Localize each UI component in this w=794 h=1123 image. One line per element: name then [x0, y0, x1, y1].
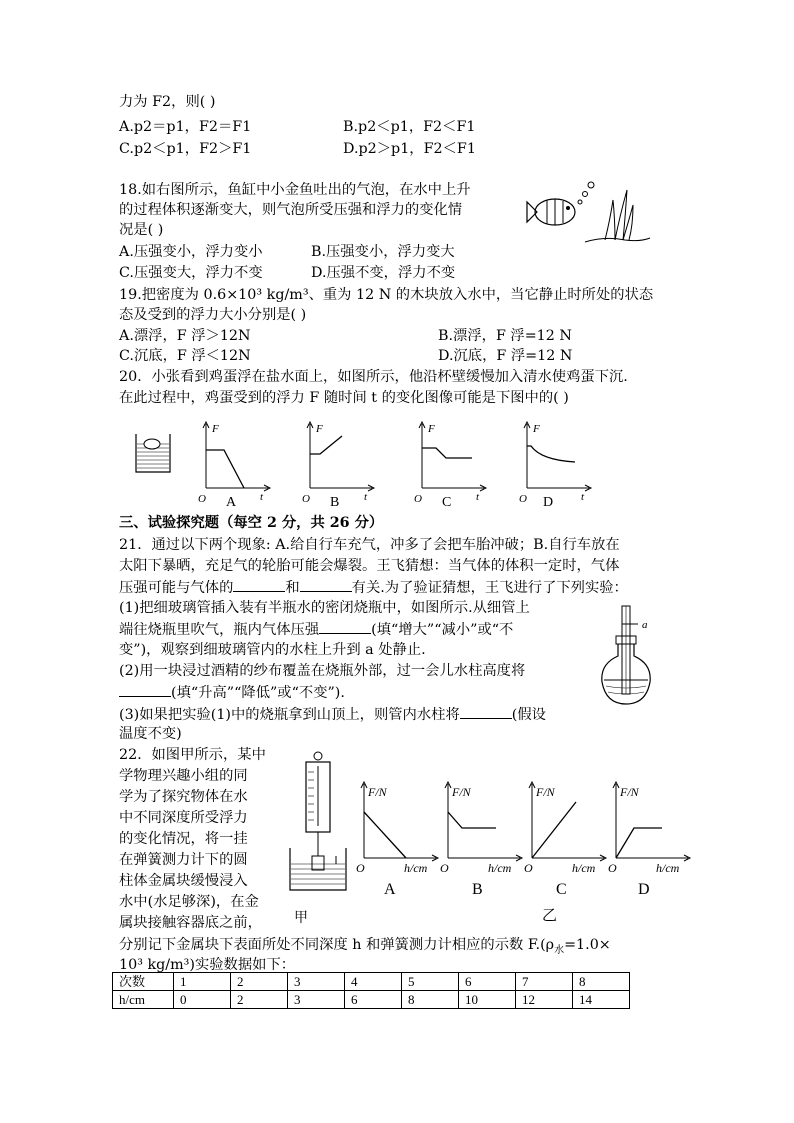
section3-heading: 三、试验探究题（每空 2 分，共 26 分）	[119, 515, 384, 531]
q20-graph-c	[412, 420, 492, 510]
q17-option-a: A.p2＝p1，F2＝F1	[119, 119, 252, 135]
table-cell: 5	[402, 973, 459, 991]
graph-b-f-label: F	[316, 423, 323, 435]
graph-c-t-label: t	[476, 491, 480, 503]
q22-graph-c-origin: O	[524, 861, 533, 875]
spring-scale-figure	[284, 748, 352, 928]
table-cell: h/cm	[113, 991, 174, 1009]
q19-option-b: B.漂浮，F 浮=12 N	[438, 328, 572, 344]
q22-graph-a-origin: O	[356, 861, 365, 875]
q21-blank-1[interactable]	[233, 577, 285, 592]
q22-graph-b-label: B	[472, 881, 483, 898]
q22-after2: 10³ kg/m³)实验数据如下：	[119, 957, 296, 973]
q22-graph-d-origin: O	[608, 861, 617, 875]
table-cell: 10	[459, 991, 516, 1009]
q22-graph-d	[608, 780, 700, 900]
table-cell: 6	[459, 973, 516, 991]
data-table	[112, 972, 630, 1009]
table-cell: 2	[231, 973, 288, 991]
q18-option-a: A.压强变小，浮力变小	[119, 244, 263, 260]
q21-blank-2[interactable]	[300, 577, 352, 592]
q19-option-a: A.漂浮，F 浮＞12N	[119, 328, 251, 344]
q21-line5: 端往烧瓶里吹气，瓶内气体压强 (填“增大”“减小”或“不	[119, 619, 513, 640]
q20-graph-b	[300, 420, 380, 510]
graph-b-t-label: t	[364, 491, 368, 503]
q22-graph-d-h-label: h/cm	[656, 861, 680, 875]
graph-a-origin: O	[198, 493, 206, 505]
q18-line1: 18.如右图所示，鱼缸中小金鱼吐出的气泡，在水中上升	[119, 182, 471, 198]
q22-graph-a	[356, 780, 448, 900]
q21-line4: (1)把细玻璃管插入装有半瓶水的密闭烧瓶中，如图所示.从细管上	[119, 600, 530, 616]
q22-line6: 在弹簧测力计下的圆	[119, 852, 248, 868]
q22-graph-a-f-label: F/N	[368, 785, 387, 799]
table-cell: 6	[345, 991, 402, 1009]
q21-line10: 温度不变)	[119, 726, 182, 742]
fig-yi-label: 乙	[542, 906, 558, 924]
q18-option-c: C.压强变大，浮力不变	[119, 265, 263, 281]
q17-option-c: C.p2＜p1，F2＞F1	[119, 141, 252, 157]
flask-label-a: a	[642, 619, 648, 631]
q18-line2: 的过程体积逐渐变大，则气泡所受压强和浮力的变化情	[119, 202, 463, 218]
graph-a-t-label: t	[260, 491, 264, 503]
q22-graph-d-f-label: F/N	[620, 785, 639, 799]
q18-option-b: B.压强变小，浮力变大	[311, 244, 455, 260]
q20-graph-a	[196, 420, 276, 510]
table-cell: 7	[516, 973, 573, 991]
q22-graph-b-h-label: h/cm	[488, 861, 512, 875]
q22-graph-b	[440, 780, 532, 900]
q22-line5: 的变化情况，将一挂	[119, 831, 248, 847]
q21-line3: 压强可能与气体的 和 有关.为了验证猜想，王飞进行了下列实验：	[119, 577, 628, 598]
table-cell: 2	[231, 991, 288, 1009]
table-cell: 3	[288, 973, 345, 991]
q21-line9: (3)如果把实验(1)中的烧瓶拿到山顶上，则管内水柱将 (假设	[119, 704, 546, 725]
q21-line7: (2)用一块浸过酒精的纱布覆盖在烧瓶外部，过一会儿水柱高度将	[119, 663, 526, 679]
q22-line8: 水中(水足够深)，在金	[119, 894, 259, 910]
table-cell: 8	[402, 991, 459, 1009]
flask-figure	[598, 604, 668, 708]
q22-graph-b-f-label: F/N	[452, 785, 471, 799]
q21-blank-3[interactable]	[319, 619, 371, 634]
q22-line1: 22．如图甲所示，某中	[119, 747, 266, 763]
table-cell: 4	[345, 973, 402, 991]
graph-d-origin: O	[519, 493, 527, 505]
q21-line1: 21．通过以下两个现象: A.给自行车充气，冲多了会把车胎冲破；B.自行车放在	[119, 537, 620, 553]
graph-c-label: C	[442, 495, 452, 510]
graph-a-label: A	[226, 495, 237, 510]
q20-line2: 在此过程中，鸡蛋受到的浮力 F 随时间 t 的变化图像可能是下图中的( )	[119, 390, 569, 406]
q18-option-d: D.压强不变，浮力不变	[311, 265, 456, 281]
q22-graph-c	[524, 780, 616, 900]
q17-option-d: D.p2＞p1，F2＜F1	[343, 141, 476, 157]
fish-tank-figure	[525, 180, 655, 250]
table-row	[113, 991, 630, 1009]
q19-option-d: D.沉底，F 浮=12 N	[438, 348, 573, 364]
fig-jia-label: 甲	[294, 911, 308, 926]
q22-graph-a-label: A	[384, 881, 396, 898]
q20-graph-d	[517, 420, 597, 510]
graph-c-f-label: F	[428, 423, 435, 435]
table-cell: 次数	[113, 973, 174, 991]
graph-a-f-label: F	[212, 423, 219, 435]
q19-line1: 19.把密度为 0.6×10³ kg/m³、重为 12 N 的木块放入水中，当它静止时所处的状态	[119, 287, 654, 303]
q22-after1: 分别记下金属块下表面所处不同深度 h 和弹簧测力计相应的示数 $F.(\rho_水=1.0\times$	[119, 937, 611, 956]
q22-graph-b-origin: O	[440, 861, 449, 875]
table-row	[113, 973, 630, 991]
graph-b-label: B	[330, 495, 340, 510]
graph-d-t-label: t	[581, 491, 585, 503]
table-cell: 12	[516, 991, 573, 1009]
q19-option-c: C.沉底，F 浮＜12N	[119, 348, 251, 364]
q22-graph-a-h-label: h/cm	[404, 861, 428, 875]
graph-b-origin: O	[302, 493, 310, 505]
q22-graph-c-h-label: h/cm	[572, 861, 596, 875]
q20-line1: 20．小张看到鸡蛋浮在盐水面上，如图所示，他沿杯壁缓慢加入清水使鸡蛋下沉.	[119, 369, 628, 385]
q21-blank-5[interactable]	[460, 704, 512, 719]
q21-line2: 太阳下暴晒，充足气的轮胎可能会爆裂。王飞猜想：当气体的体积一定时，气体	[119, 558, 620, 574]
q21-line6: 变”)，观察到细玻璃管内的水柱上升到 a 处静止.	[119, 642, 426, 658]
q22-line7: 柱体金属块缓慢浸入	[119, 873, 248, 889]
q22-line9: 属块接触容器底之前，	[119, 915, 262, 931]
graph-d-f-label: F	[533, 423, 540, 435]
egg-beaker-figure	[134, 432, 174, 476]
table-cell: 1	[174, 973, 231, 991]
q22-graph-c-f-label: F/N	[536, 785, 555, 799]
q17-option-b: B.p2＜p1，F2＜F1	[343, 119, 476, 135]
q17-tail: 力为 F2，则( )	[119, 94, 216, 110]
graph-c-origin: O	[414, 493, 422, 505]
table-cell: 3	[288, 991, 345, 1009]
q18-line3: 况是( )	[119, 222, 164, 238]
q21-blank-4[interactable]	[119, 682, 171, 697]
q22-graph-c-label: C	[556, 881, 567, 898]
table-cell: 8	[573, 973, 630, 991]
graph-d-label: D	[543, 495, 554, 510]
table-cell: 14	[573, 991, 630, 1009]
q22-graph-d-label: D	[638, 881, 650, 898]
q22-line2: 学物理兴趣小组的同	[119, 768, 248, 784]
q22-line4: 中不同深度所受浮力	[119, 810, 248, 826]
q21-line8: (填“升高”“降低”或“不变”).	[119, 682, 345, 703]
q22-line3: 学为了探究物体在水	[119, 789, 248, 805]
q19-line2: 态及受到的浮力大小分别是( )	[119, 307, 307, 323]
table-cell: 0	[174, 991, 231, 1009]
